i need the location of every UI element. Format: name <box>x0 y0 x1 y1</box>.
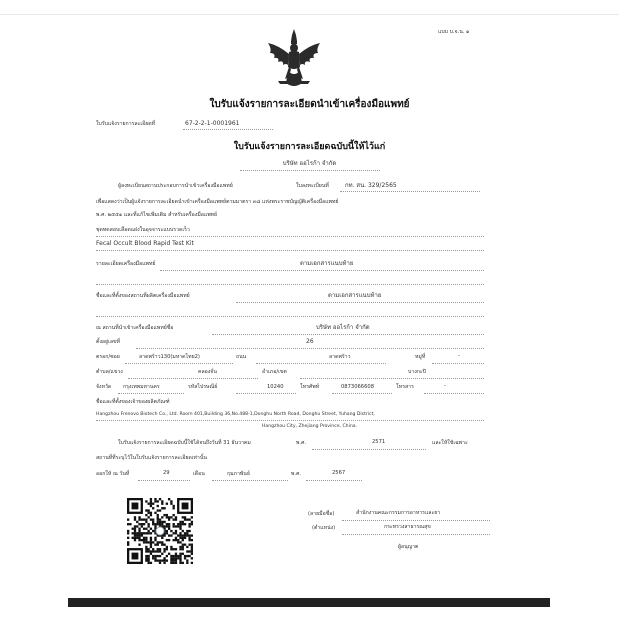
fax-value: - <box>444 383 446 389</box>
tambon-line <box>128 378 258 379</box>
fax-label: โทรสาร <box>396 384 414 390</box>
fax-line <box>424 393 484 394</box>
issued-day-line <box>138 480 190 481</box>
owner-line1-rule <box>96 420 484 421</box>
valid-tail: และให้ใช้เฉพาะ <box>432 440 468 446</box>
receipt-no: 67-2-2-1-0001961 <box>185 120 240 127</box>
moo-label: หมู่ที่ <box>415 354 426 360</box>
moo-line <box>432 363 484 364</box>
valid-text: ใบรับแจ้งรายการละเอียดฉบับนี้ใช้ได้จนถึงวันที่ 31 ธันวาคม <box>118 440 251 446</box>
position-label: (ตำแหน่ง) <box>312 525 336 531</box>
receipt-no-label: ใบรับแจ้งรายการละเอียดที่ <box>96 121 156 127</box>
position-line <box>342 534 490 535</box>
mfr-value: ตามเอกสารแนบท้าย <box>328 292 382 299</box>
amphoe-line <box>300 378 484 379</box>
province-label: จังหวัด <box>96 384 112 390</box>
sign-label: (ลายมือชื่อ) <box>308 511 335 517</box>
owner-label: ชื่อและที่ตั้งของเจ้าของผลิตภัณฑ์ <box>96 399 170 405</box>
amphoe-label: อำเภอ/เขต <box>262 369 287 375</box>
tambon-label: ตำบล/แขวง <box>96 369 123 375</box>
sub-title: ใบรับแจ้งรายการละเอียดฉบับนี้ให้ไว้แก่ <box>233 142 386 152</box>
valid-line2: สถานที่ที่ระบุไว้ในใบรับแจ้งรายการละเอียดเท่านั้น <box>96 455 207 461</box>
issued-month: กุมภาพันธ์ <box>227 471 251 477</box>
phone-line <box>332 393 392 394</box>
authority: ผู้อนุญาต <box>398 544 419 550</box>
para2-line2: พ.ศ. ๒๕๕๑ และที่แก้ไขเพิ่มเติม สำหรับเครื่องมือแพทย์ <box>96 212 218 218</box>
phone-value: 0873066608 <box>341 384 375 390</box>
position-value: กระทรวงสาธารณสุข <box>384 524 431 530</box>
para2-line1: เพื่อแสดงว่าเป็นผู้แจ้งรายการละเอียดนำเข้าเครื่องมือแพทย์ตามมาตรา ๓๘ แห่งพระราชบัญญัติเครื่องมือแพทย์ <box>96 199 339 205</box>
moo-value: - <box>458 353 460 359</box>
receipt-no-line <box>183 129 273 130</box>
soi-label: ตรอก/ซอย <box>96 354 120 360</box>
owner-line2: Hangzhou City, Zhejiang Province, China. <box>261 424 358 429</box>
road-value: ลาดพร้าว <box>329 354 351 360</box>
valid-year: 2571 <box>372 439 386 445</box>
para1-label: ผู้ลงทะเบียนสถานประกอบการนำเข้าเครื่องมือแพทย์ <box>118 183 233 189</box>
detail-line-2 <box>96 284 484 285</box>
mfr-line <box>236 302 484 303</box>
valid-be: พ.ศ. <box>296 440 307 446</box>
province-value: กรุงเทพมหานคร <box>123 384 160 390</box>
mfr-label: ชื่อและที่ตั้งของสถานที่ผลิตเครื่องมือแพทย์ <box>96 293 190 299</box>
sign-value: สำนักงานคณะกรรมการอาหารและยา <box>356 510 441 516</box>
kit-name: Fecal Occult Blood Rapid Test Kit <box>96 240 194 247</box>
issued-month-line <box>212 480 288 481</box>
importer-value: บริษัท ออไรก้า จำกัด <box>316 324 370 331</box>
postal-line <box>236 393 296 394</box>
form-code: แบบ บ.จ.น. ๑ <box>438 29 470 35</box>
license-line <box>340 191 480 192</box>
soi-line <box>125 363 233 364</box>
detail-label: รายละเอียดเครื่องมือแพทย์ <box>96 261 156 267</box>
issued-day: 29 <box>163 470 170 476</box>
bottom-bar <box>68 598 550 607</box>
month-label: เดือน <box>193 471 205 477</box>
amphoe-value: บางกะปิ <box>408 369 426 375</box>
company-name: บริษัท ออไรก้า จำกัด <box>282 160 337 167</box>
tambon-value: คลองจั่น <box>198 369 217 375</box>
main-title: ใบรับแจ้งรายการละเอียดนำเข้าเครื่องมือแพทย์ <box>209 99 410 110</box>
mfr-line-2 <box>96 316 484 317</box>
kit-name-line <box>96 250 484 251</box>
be-label: พ.ศ. <box>291 471 302 477</box>
owner-line1: Hangzhou Frenovo Biotech Co., Ltd. Room 401,Building 36,No.488-1,Donghu North Road, Donghu Street, Yuhang District, <box>96 412 375 417</box>
kit-label: ชุดทดสอบเลือดแฝงในอุจจาระแบบรวดเร็ว <box>96 227 190 233</box>
importer-label: ณ สถานที่นำเข้าเครื่องมือแพทย์ชื่อ <box>96 325 174 331</box>
issued-label: ออกให้ ณ วันที่ <box>96 471 130 477</box>
issued-year: 2567 <box>332 470 346 476</box>
license-label: ใบลงทะเบียนที่ <box>296 183 329 189</box>
valid-year-line <box>312 449 426 450</box>
addr-no-label: ตั้งอยู่เลขที่ <box>96 339 120 345</box>
company-line <box>240 170 380 171</box>
postal-label: รหัสไปรษณีย์ <box>188 384 218 390</box>
issued-year-line <box>306 480 362 481</box>
road-label: ถนน <box>236 354 247 360</box>
detail-value: ตามเอกสารแนบท้าย <box>300 260 354 267</box>
detail-line <box>160 270 484 271</box>
postal-value: 10240 <box>267 384 284 390</box>
phone-label: โทรศัพท์ <box>300 384 320 390</box>
kit-label-line <box>96 236 484 237</box>
garuda-emblem <box>264 27 324 91</box>
soi-value: ลาดพร้าว130(มหาดไทย2) <box>139 354 200 360</box>
qr-code <box>127 498 193 564</box>
province-line <box>118 393 184 394</box>
road-line <box>256 363 386 364</box>
license-no: กท. สน. 329/2565 <box>345 182 397 189</box>
addr-no: 26 <box>306 338 314 345</box>
sign-line <box>342 520 490 521</box>
importer-line <box>212 334 484 335</box>
addr-no-line <box>136 348 484 349</box>
